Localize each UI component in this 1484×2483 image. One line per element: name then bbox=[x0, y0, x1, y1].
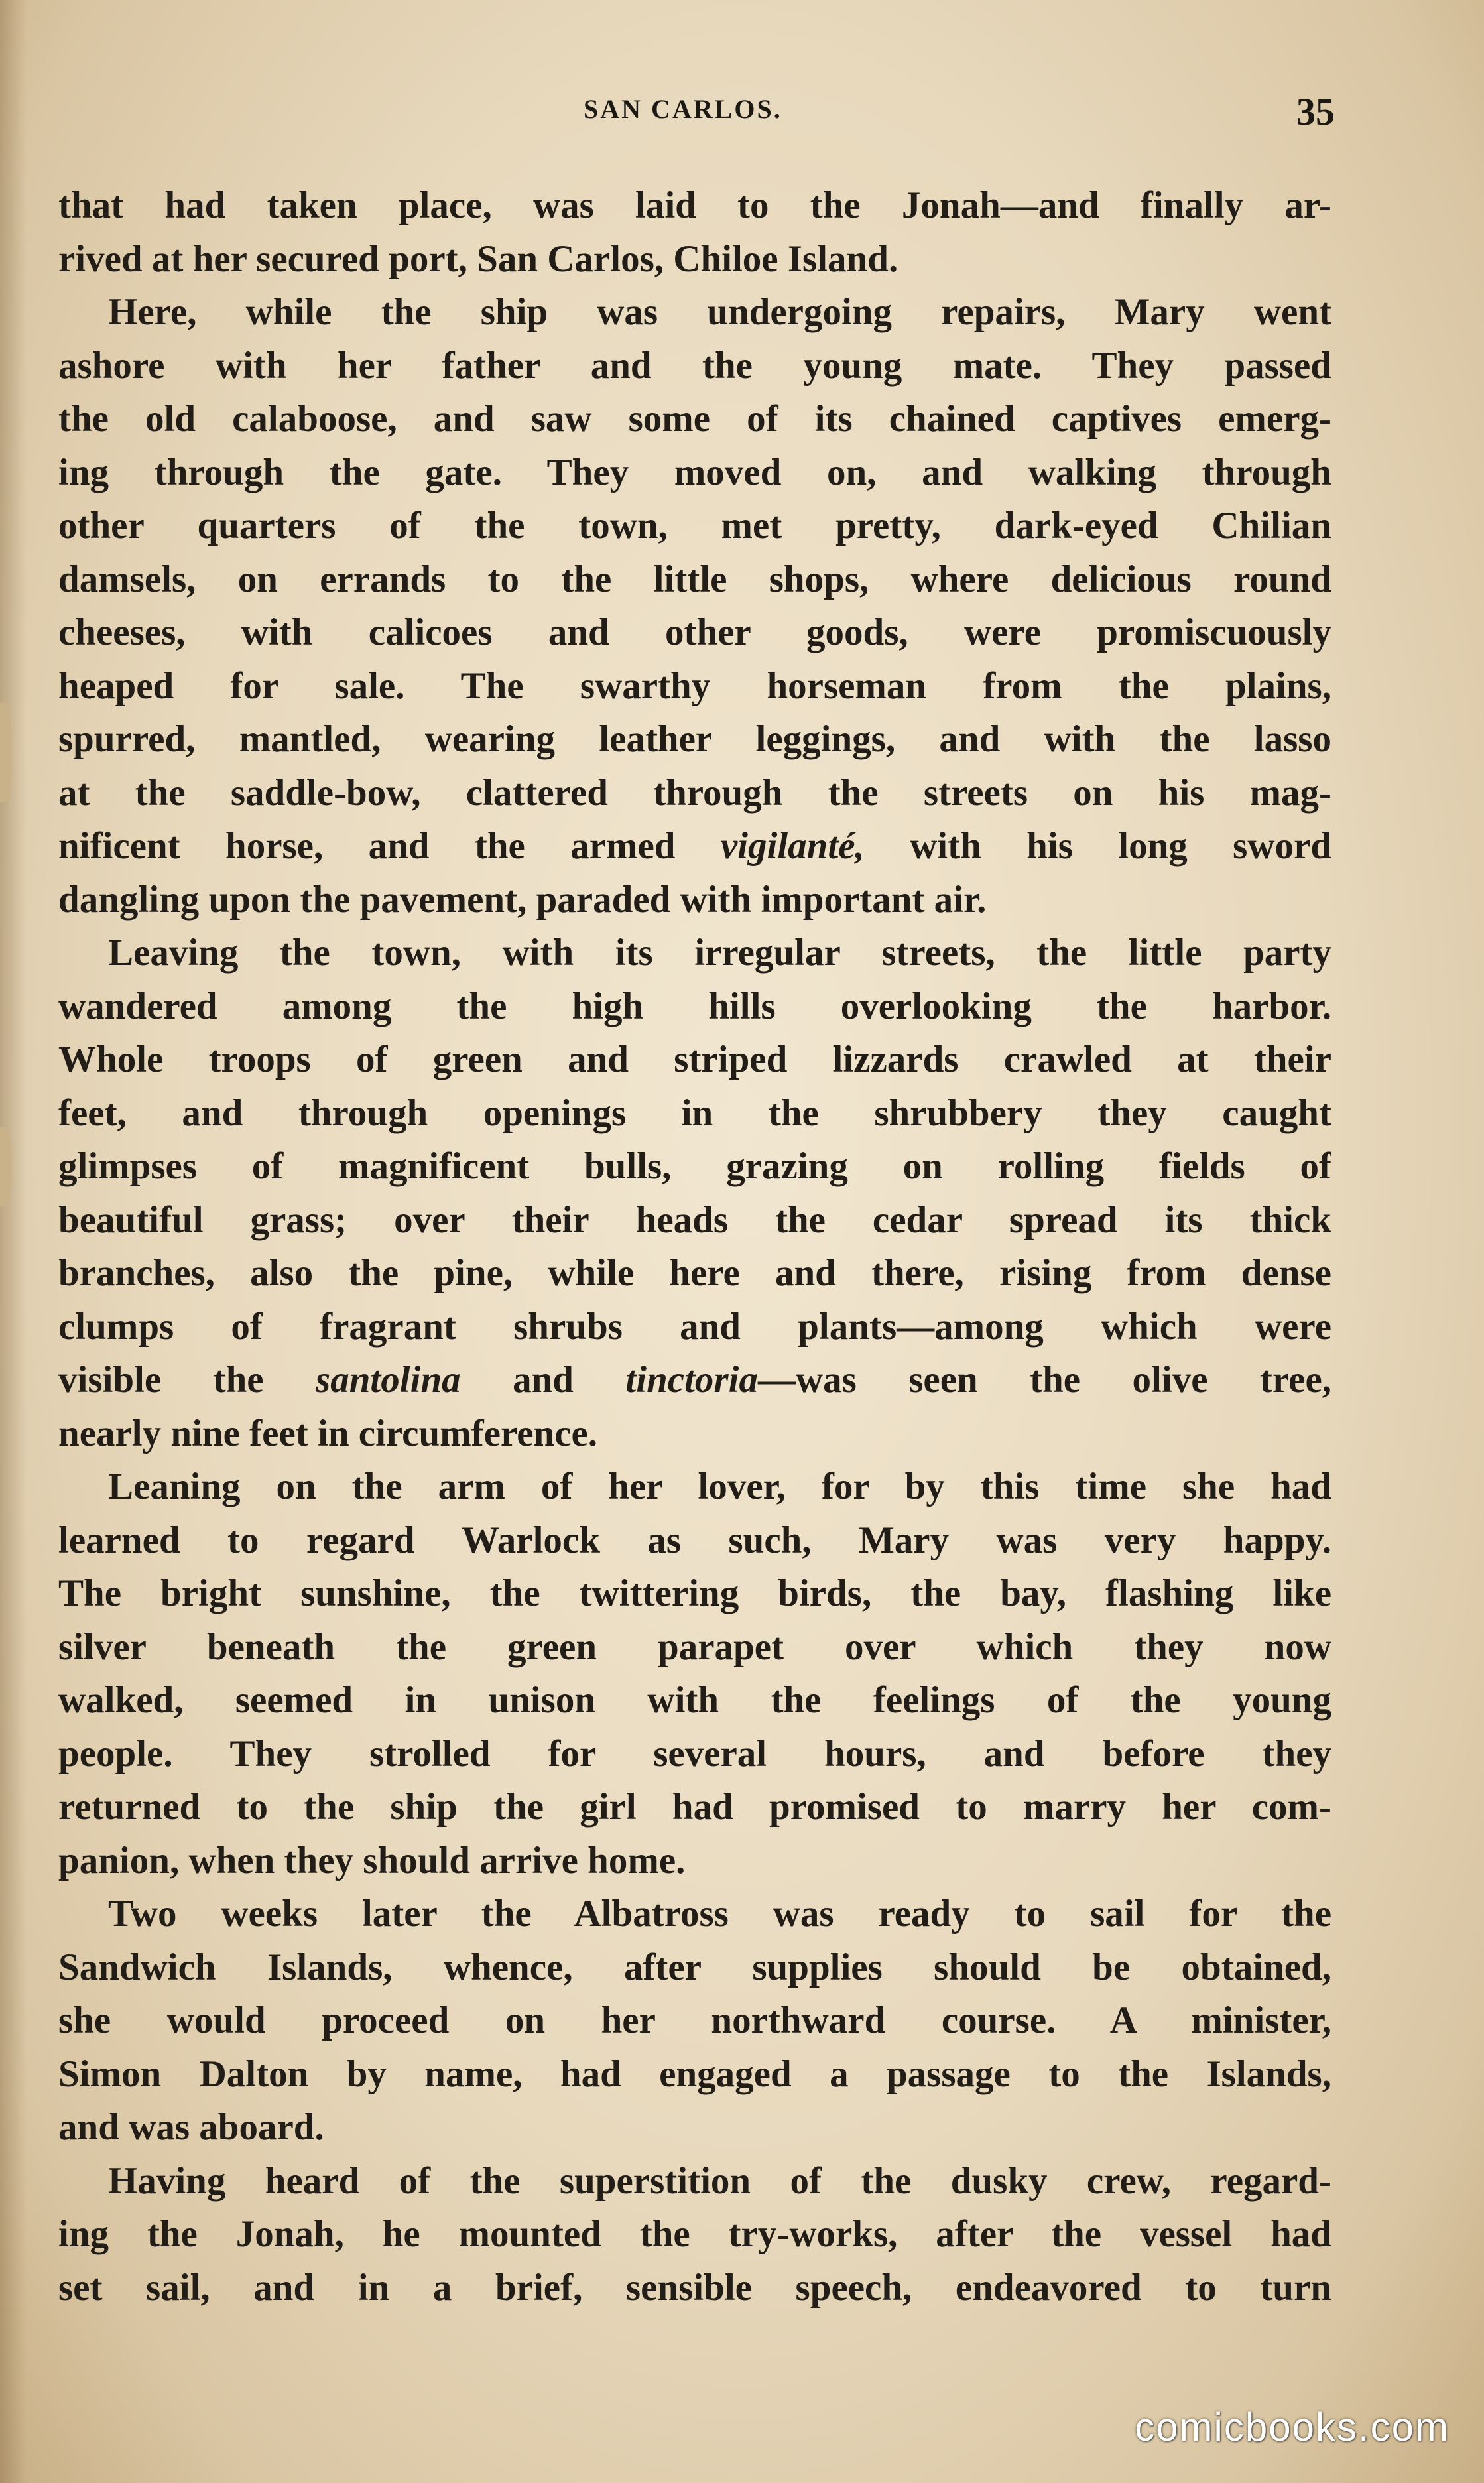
page-number: 35 bbox=[1296, 90, 1335, 133]
text-line: damsels, on errands to the little shops, where delicious round bbox=[58, 558, 1331, 600]
site-watermark: comicbooks.com bbox=[1135, 2405, 1450, 2449]
text-line: at the saddle-bow, clattered through the streets on his mag- bbox=[58, 771, 1331, 814]
running-title: SAN CARLOS. bbox=[584, 94, 782, 124]
text-line: feet, and through openings in the shrubbery they caught bbox=[58, 1092, 1331, 1134]
text-line: branches, also the pine, while here and there, rising from dense bbox=[58, 1252, 1331, 1294]
text-line: ing the Jonah, he mounted the try-works, after the vessel had bbox=[58, 2213, 1331, 2255]
text-line: panion, when they should arrive home. bbox=[58, 1839, 686, 1881]
text-line: ing through the gate. They moved on, and walking through bbox=[58, 451, 1331, 493]
page-edge-tear bbox=[0, 1127, 12, 1207]
text-line: returned to the ship the girl had promised to marry her com- bbox=[58, 1786, 1331, 1828]
text-line: learned to regard Warlock as such, Mary was very happy. bbox=[58, 1519, 1331, 1561]
text-line: clumps of fragrant shrubs and plants—among which were bbox=[58, 1305, 1331, 1348]
page-edge-tear bbox=[0, 703, 12, 802]
italic-term: santolina bbox=[316, 1359, 461, 1401]
running-head bbox=[0, 90, 1484, 136]
text-fragment: nificent horse, and the armed bbox=[58, 825, 676, 867]
text-line: nearly nine feet in circumference. bbox=[58, 1412, 598, 1454]
text-fragment: visible the bbox=[58, 1359, 264, 1401]
text-line: heaped for sale. The swarthy horseman from the plains, bbox=[58, 665, 1331, 707]
text-line: Leaning on the arm of her lover, for by this time she had bbox=[108, 1466, 1331, 1507]
text-line: other quarters of the town, met pretty, dark-eyed Chilian bbox=[58, 505, 1331, 546]
text-line: Having heard of the superstition of the dusky crew, regard- bbox=[108, 2159, 1331, 2202]
body-text bbox=[58, 179, 1331, 2315]
text-line: Simon Dalton by name, had engaged a passage to the Islands, bbox=[58, 2053, 1331, 2095]
text-line: glimpses of magnificent bulls, grazing on rolling fields of bbox=[58, 1145, 1331, 1187]
text-line: that had taken place, was laid to the Jonah—and finally ar- bbox=[58, 184, 1331, 226]
text-line: ashore with her father and the young mate. They passed bbox=[58, 344, 1331, 387]
text-line: Here, while the ship was undergoing repairs, Mary went bbox=[108, 291, 1331, 333]
text-line: Two weeks later the Albatross was ready to sail for the bbox=[108, 1893, 1331, 1935]
text-line: people. They strolled for several hours, and before they bbox=[58, 1732, 1331, 1775]
text-fragment: —was seen the olive tree, bbox=[757, 1359, 1331, 1401]
text-line: set sail, and in a brief, sensible speech, endeavored to turn bbox=[58, 2266, 1331, 2309]
text-line: she would proceed on her northward course. A minister, bbox=[58, 2000, 1331, 2041]
text-line: beautiful grass; over their heads the cedar spread its thick bbox=[58, 1198, 1331, 1241]
text-line: spurred, mantled, wearing leather leggings, and with the lasso bbox=[58, 718, 1331, 760]
text-line bbox=[58, 1354, 1331, 1407]
text-line: silver beneath the green parapet over which they now bbox=[58, 1625, 1331, 1668]
text-line: The bright sunshine, the twittering birds, the bay, flashing like bbox=[58, 1572, 1331, 1614]
text-line bbox=[58, 820, 1331, 873]
page-edge-shadow bbox=[0, 0, 27, 2483]
italic-term: tinctoria bbox=[625, 1359, 758, 1401]
text-line: walked, seemed in unison with the feelings of the young bbox=[58, 1679, 1331, 1721]
text-line: dangling upon the pavement, paraded with important air. bbox=[58, 878, 987, 921]
italic-term: vigilanté, bbox=[720, 825, 865, 867]
text-line: cheeses, with calicoes and other goods, were promiscuously bbox=[58, 611, 1331, 653]
text-line: the old calaboose, and saw some of its chained captives emerg- bbox=[58, 398, 1331, 440]
text-fragment: with his long sword bbox=[910, 825, 1331, 867]
text-line: Sandwich Islands, whence, after supplies should be obtained, bbox=[58, 1946, 1331, 1988]
text-fragment: and bbox=[513, 1359, 574, 1401]
text-line: and was aboard. bbox=[58, 2106, 324, 2148]
text-line: Whole troops of green and striped lizzards crawled at their bbox=[58, 1039, 1331, 1080]
text-line: Leaving the town, with its irregular streets, the little party bbox=[108, 932, 1331, 974]
text-line: rived at her secured port, San Carlos, Chiloe Island. bbox=[58, 237, 898, 280]
text-line: wandered among the high hills overlooking the harbor. bbox=[58, 985, 1331, 1027]
